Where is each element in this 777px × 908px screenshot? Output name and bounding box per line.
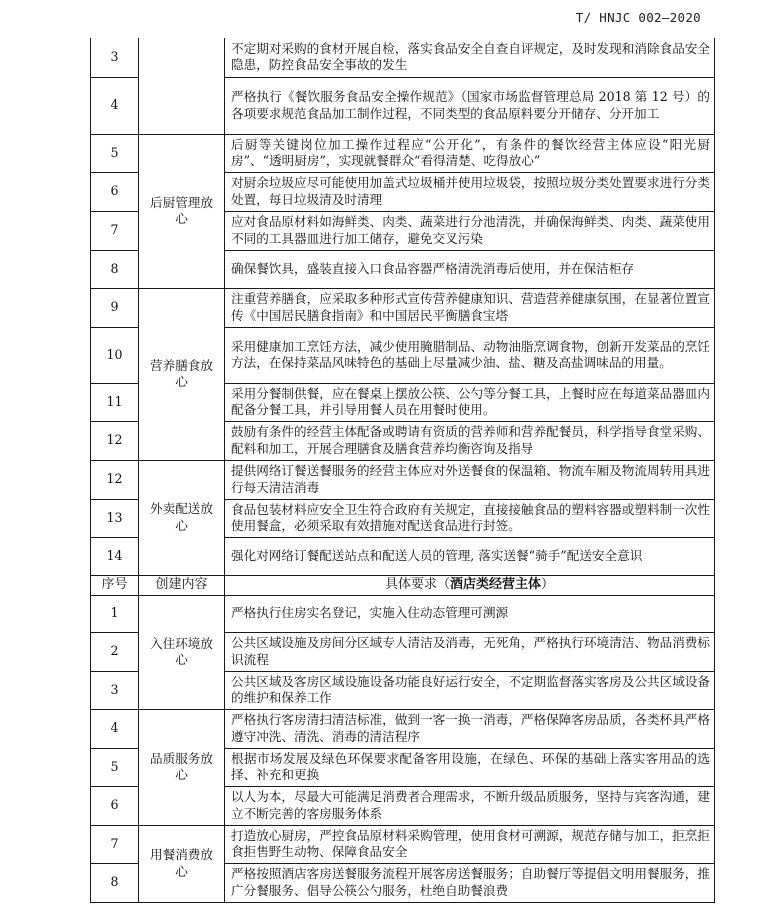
row-number: 5 [91,134,139,172]
category-cell: 品质服务放心 [139,709,225,825]
header-requirement [225,575,715,595]
row-number: 5 [91,748,139,786]
category-cell [139,38,225,134]
row-number: 9 [91,288,139,327]
table-row [91,825,715,863]
requirement-text: 提供网络订餐送餐服务的经营主体应对外送餐食的保温箱、物流车厢及物流周转用具进行每天清洁消毒 [225,460,715,499]
row-number: 2 [91,632,139,671]
table-row [91,460,715,499]
requirement-text: 不定期对采购的食材开展自检，落实食品安全自查自评规定，及时发现和消除食品安全隐患，防控食品安全事故的发生 [225,38,715,77]
requirement-text: 对厨余垃圾应尽可能使用加盖式垃圾桶并使用垃圾袋，按照垃圾分类处置要求进行分类处置，每日垃圾清及时清理 [225,172,715,211]
table-row [91,134,715,172]
header-content: 创建内容 [139,575,225,595]
requirement-text: 公共区域及客房区域设施设备功能良好运行安全，不定期监督落实客房及公共区域设备的维护和保养工作 [225,671,715,709]
category-cell: 入住环境放心 [139,595,225,709]
requirement-text: 鼓励有条件的经营主体配备或聘请有资质的营养师和营养配餐员，科学指导食堂采购、配料和加工，开展合理膳食及膳食营养均衡咨询及指导 [225,421,715,460]
category-cell: 营养膳食放心 [139,288,225,460]
row-number: 3 [91,671,139,709]
row-number: 12 [91,421,139,460]
row-number: 7 [91,211,139,250]
row-number: 8 [91,250,139,288]
category-cell: 外卖配送放心 [139,460,225,575]
row-number: 6 [91,172,139,211]
requirements-table [90,38,715,903]
requirement-text: 强化对网络订餐配送站点和配送人员的管理, 落实送餐“骑手”配送安全意识 [225,537,715,575]
requirement-text: 确保餐饮具，盛装直接入口食品容器严格清洗消毒后使用，并在保洁柜存 [225,250,715,288]
row-number: 3 [91,38,139,77]
header-requirement-highlight: 酒店类经营主体 [449,576,541,592]
row-number: 6 [91,786,139,825]
requirement-text: 食品包装材料应安全卫生符合政府有关规定，直接接触食品的塑料容器或塑料制一次性使用餐盒，必须采取有效措施对配送食品进行封签。 [225,499,715,537]
row-number: 12 [91,460,139,499]
row-number: 4 [91,77,139,134]
category-cell: 用餐消费放心 [139,825,225,902]
row-number: 10 [91,327,139,383]
requirement-text: 严格执行住房实名登记，实施入住动态管理可溯源 [225,595,715,632]
table-row [91,595,715,632]
header-number: 序号 [91,575,139,595]
requirement-text: 注重营养膳食，应采取多种形式宣传营养健康知识、营造营养健康氛围，在显著位置宣传《中国居民膳食指南》和中国居民平衡膳食宝塔 [225,288,715,327]
requirement-text: 以人为本，尽最大可能满足消费者合理需求，不断升级品质服务，坚持与宾客沟通，建立不断完善的客房服务体系 [225,786,715,825]
table-row [91,38,715,77]
row-number: 14 [91,537,139,575]
requirement-text: 严格按照酒店客房送餐服务流程开展客房送餐服务；自助餐厅等提倡文明用餐服务，推广分餐服务、倡导公筷公勺服务，杜绝自助餐浪费 [225,863,715,902]
requirement-text: 严格执行客房清扫清洁标准，做到一客一换一消毒，严格保障客房品质，各类杯具严格遵守冲洗、清洗、消毒的清洁程序 [225,709,715,748]
requirement-text: 公共区域设施及房间分区域专人清洁及消毒，无死角，严格执行环境清洁、物品消费标识流程 [225,632,715,671]
row-number: 11 [91,383,139,421]
document-code: T/ HNJC 002—2020 [575,10,701,25]
row-number: 8 [91,863,139,902]
requirement-text: 应对食品原材料如海鲜类、肉类、蔬菜进行分池清洗，并确保海鲜类、肉类、蔬菜使用不同的工具器皿进行加工储存，避免交叉污染 [225,211,715,250]
requirement-text: 后厨等关键岗位加工操作过程应“公开化”，有条件的餐饮经营主体应设“阳光厨房”、“透明厨房”，实现就餐群众“看得清楚、吃得放心” [225,134,715,172]
requirement-text: 打造放心厨房，严控食品原材料采购管理，使用食材可溯源，规范存储与加工，拒烹拒食拒售野生动物、保障食品安全 [225,825,715,863]
header-row [91,575,715,595]
row-number: 1 [91,595,139,632]
row-number: 4 [91,709,139,748]
header-requirement-suffix: ） [541,576,555,592]
table-row [91,288,715,327]
header-requirement-prefix: 具体要求（ [384,576,450,592]
requirement-text: 严格执行《餐饮服务食品安全操作规范》（国家市场监督管理总局 2018 第 12 号）的各项要求规范食品加工制作过程，不同类型的食品原料要分开储存、分开加工 [225,77,715,134]
row-number: 7 [91,825,139,863]
row-number: 13 [91,499,139,537]
requirement-text: 采用健康加工烹饪方法，减少使用腌腊制品、动物油脂烹调食物，创新开发菜品的烹饪方法，在保持菜品风味特色的基础上尽量减少油、盐、糖及高盐调味品的用量。 [225,327,715,383]
category-cell: 后厨管理放心 [139,134,225,288]
requirement-text: 采用分餐制供餐，应在餐桌上摆放公筷、公勺等分餐工具，上餐时应在每道菜品器皿内配备分餐工具，并引导用餐人员在用餐时使用。 [225,383,715,421]
requirement-text: 根据市场发展及绿色环保要求配备客用设施，在绿色、环保的基础上落实客用品的选择、补充和更换 [225,748,715,786]
table-row [91,709,715,748]
